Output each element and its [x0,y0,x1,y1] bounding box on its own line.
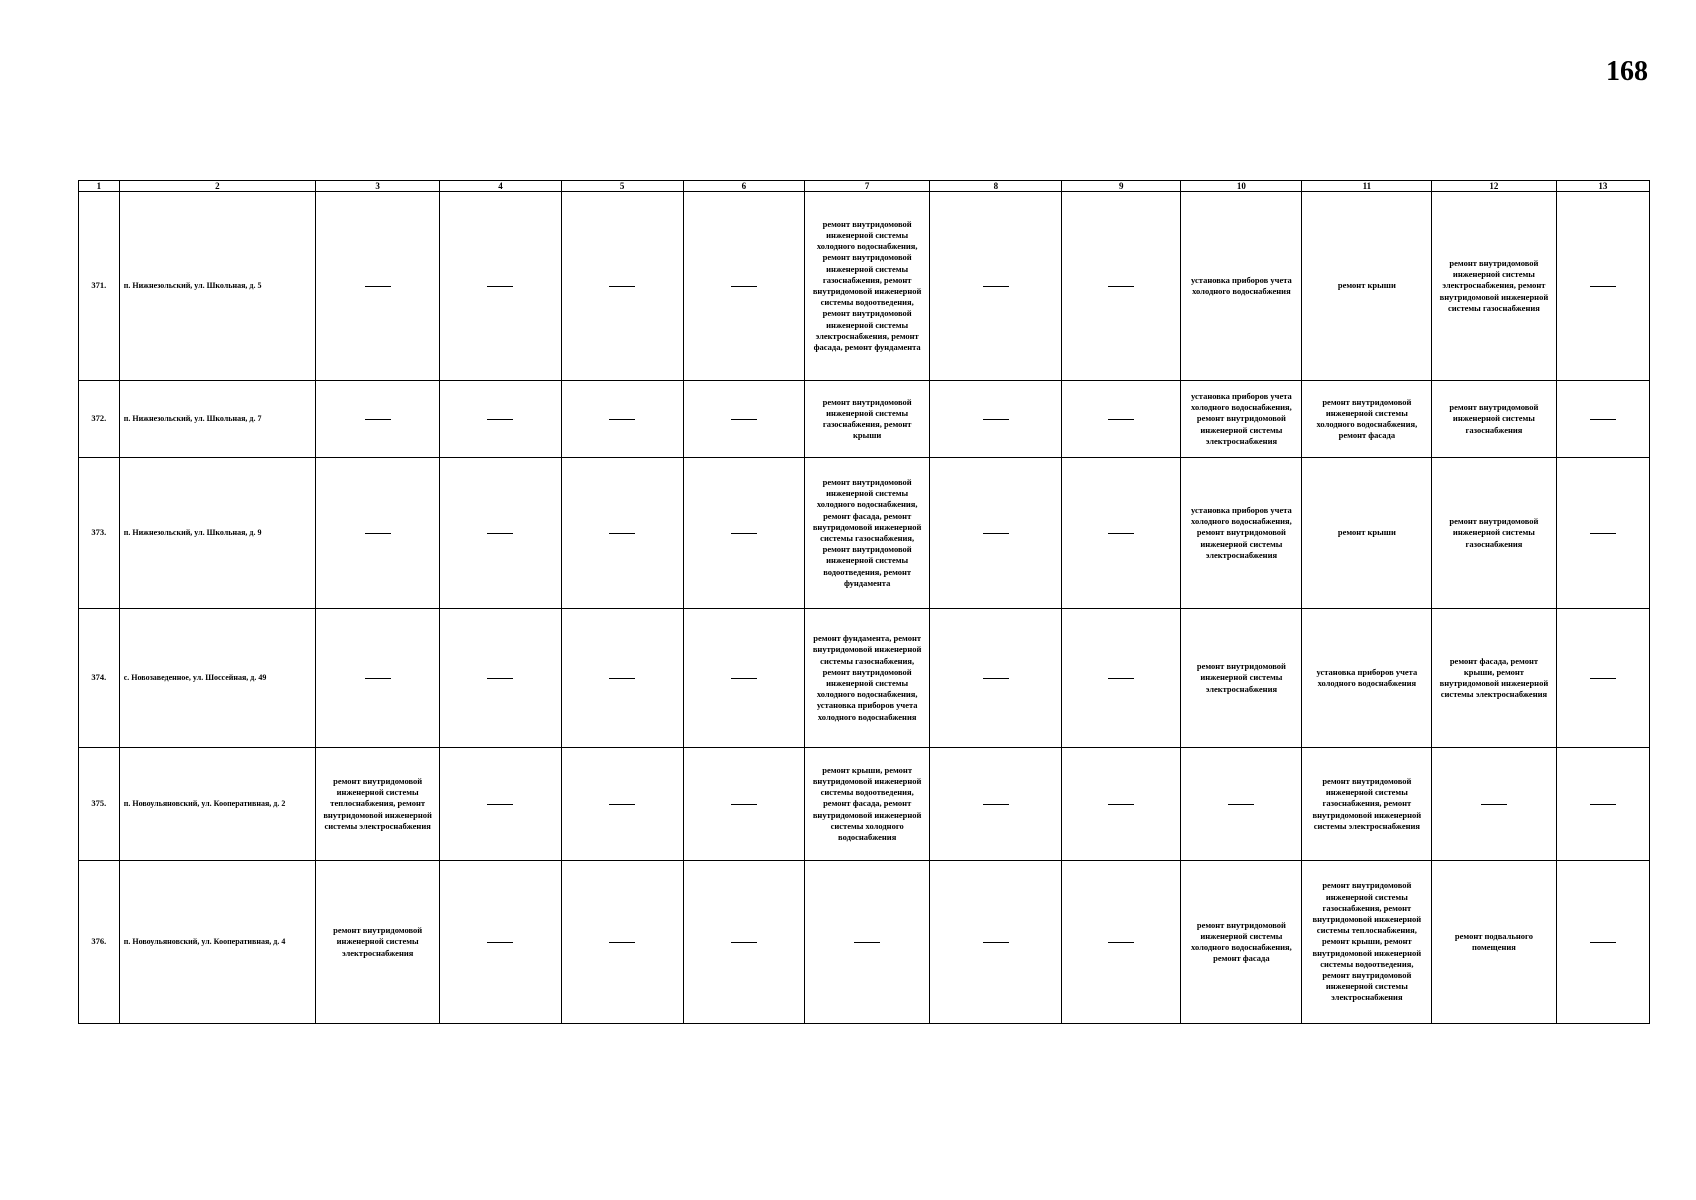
cell-text: ремонт крыши, ремонт внутридомовой инженерной системы водоотведения, ремонт фасада, ремонт внутридомовой инженерной системы холодного водоснабжения [812,764,922,843]
cell-text: ремонт крыши [1337,527,1396,538]
dash-mark [609,804,635,805]
dash-mark [609,286,635,287]
work-cell-10 [1181,861,1302,1024]
dash-mark [731,942,757,943]
work-cell-12 [1432,192,1556,381]
column-number: 9 [1062,181,1181,192]
cell-text: ремонт внутридомовой инженерной системы газоснабжения [1449,402,1539,435]
work-cell-5 [561,861,683,1024]
work-cell-13 [1556,609,1649,748]
work-cell-10 [1181,192,1302,381]
row-number-cell [79,192,120,381]
dash-mark [1590,678,1616,679]
work-cell-9 [1062,192,1181,381]
dash-mark [487,419,513,420]
cell-text: ремонт внутридомовой инженерной системы газоснабжения, ремонт внутридомовой инженерной системы теплоснабжения, ремонт крыши, ремонт внутридомовой инженерной системы водоотведения, ремонт внутридомовой инженерной системы электроснабжения [1312,880,1422,1003]
work-cell-11 [1302,861,1432,1024]
work-cell-12 [1432,609,1556,748]
column-number: 3 [315,181,439,192]
row-number-cell [79,748,120,861]
work-cell-8 [930,381,1062,458]
table-row [79,458,1650,609]
cell-text: ремонт внутридомовой инженерной системы электроснабжения, ремонт внутридомовой инженерной системы газоснабжения [1439,257,1549,313]
cell-text: ремонт внутридомовой инженерной системы холодного водоснабжения, ремонт фасада [1191,919,1292,964]
work-cell-13 [1556,381,1649,458]
work-cell-11 [1302,458,1432,609]
dash-mark [487,286,513,287]
table-row [79,748,1650,861]
work-cell-6 [683,861,804,1024]
work-cell-7 [804,381,929,458]
dash-mark [983,942,1009,943]
work-cell-12 [1432,861,1556,1024]
work-cell-5 [561,609,683,748]
dash-mark [487,942,513,943]
dash-mark [1108,533,1134,534]
page-number: 168 [1606,56,1648,87]
work-cell-9 [1062,861,1181,1024]
address-cell [119,748,315,861]
repair-schedule-table [78,180,1650,1024]
dash-mark [731,678,757,679]
dash-mark [1228,804,1254,805]
work-cell-10 [1181,458,1302,609]
work-cell-7 [804,609,929,748]
cell-text: п. Нижнезольский, ул. Школьная, д. 7 [123,413,262,423]
work-cell-4 [440,861,561,1024]
work-cell-5 [561,748,683,861]
cell-text: п. Нижнезольский, ул. Школьная, д. 9 [123,527,262,537]
work-cell-7 [804,748,929,861]
work-cell-6 [683,192,804,381]
dash-mark [487,804,513,805]
work-cell-8 [930,748,1062,861]
dash-mark [1108,678,1134,679]
work-cell-9 [1062,748,1181,861]
dash-mark [854,942,880,943]
table-row [79,609,1650,748]
work-cell-3 [315,458,439,609]
work-cell-10 [1181,748,1302,861]
work-cell-12 [1432,748,1556,861]
dash-mark [731,419,757,420]
cell-text: 373. [91,527,107,538]
cell-text: ремонт фундамента, ремонт внутридомовой инженерной системы газоснабжения, ремонт внутридомовой инженерной системы холодного водоснабжения, установка приборов учета холодного водоснабжения [812,633,922,722]
table-row [79,861,1650,1024]
row-number-cell [79,609,120,748]
work-cell-9 [1062,609,1181,748]
column-number: 8 [930,181,1062,192]
dash-mark [1108,419,1134,420]
work-cell-3 [315,381,439,458]
dash-mark [609,942,635,943]
work-cell-12 [1432,458,1556,609]
address-cell [119,861,315,1024]
work-cell-12 [1432,381,1556,458]
work-cell-13 [1556,861,1649,1024]
address-cell [119,458,315,609]
cell-text: 371. [91,280,107,291]
work-cell-11 [1302,748,1432,861]
dash-mark [983,419,1009,420]
cell-text: ремонт подвального помещения [1454,930,1533,952]
work-cell-7 [804,861,929,1024]
table-row [79,192,1650,381]
cell-text: с. Новозаведенное, ул. Шоссейная, д. 49 [123,672,267,682]
work-cell-5 [561,381,683,458]
cell-text: установка приборов учета холодного водоснабжения, ремонт внутридомовой инженерной системы электроснабжения [1191,390,1292,446]
cell-text: ремонт внутридомовой инженерной системы газоснабжения, ремонт внутридомовой инженерной системы электроснабжения [1312,775,1422,831]
column-number: 5 [561,181,683,192]
dash-mark [1590,419,1616,420]
cell-text: п. Новоульяновский, ул. Кооперативная, д. 2 [123,798,286,808]
work-cell-11 [1302,609,1432,748]
column-number: 11 [1302,181,1432,192]
cell-text: ремонт внутридомовой инженерной системы газоснабжения, ремонт крыши [822,396,912,441]
work-cell-13 [1556,748,1649,861]
cell-text: п. Нижнезольский, ул. Школьная, д. 5 [123,280,262,290]
cell-text: ремонт фасада, ремонт крыши, ремонт внутридомовой инженерной системы электроснабжения [1439,655,1549,700]
dash-mark [1108,286,1134,287]
cell-text: установка приборов учета холодного водоснабжения, ремонт внутридомовой инженерной системы электроснабжения [1191,504,1292,560]
dash-mark [983,533,1009,534]
column-number: 13 [1556,181,1649,192]
work-cell-13 [1556,458,1649,609]
row-number-cell [79,381,120,458]
dash-mark [609,419,635,420]
work-cell-9 [1062,458,1181,609]
cell-text: установка приборов учета холодного водоснабжения [1191,274,1292,296]
cell-text: ремонт крыши [1337,280,1396,291]
cell-text: ремонт внутридомовой инженерной системы электроснабжения [333,925,423,958]
address-cell [119,609,315,748]
dash-mark [731,286,757,287]
work-cell-3 [315,609,439,748]
address-cell [119,381,315,458]
cell-text: ремонт внутридомовой инженерной системы холодного водоснабжения, ремонт фасада [1316,396,1418,441]
cell-text: ремонт внутридомовой инженерной системы холодного водоснабжения, ремонт фасада, ремонт внутридомовой инженерной системы газоснабжения, ремонт внутридомовой инженерной системы водоотведения, ремонт фундамента [812,476,922,588]
column-number: 7 [804,181,929,192]
work-cell-13 [1556,192,1649,381]
dash-mark [731,533,757,534]
column-number: 4 [440,181,561,192]
work-cell-7 [804,458,929,609]
dash-mark [1590,533,1616,534]
dash-mark [487,678,513,679]
dash-mark [609,678,635,679]
row-number-cell [79,861,120,1024]
work-cell-6 [683,381,804,458]
dash-mark [1590,804,1616,805]
dash-mark [1590,942,1616,943]
dash-mark [983,804,1009,805]
work-cell-10 [1181,381,1302,458]
work-cell-6 [683,748,804,861]
work-cell-11 [1302,381,1432,458]
dash-mark [731,804,757,805]
cell-text: 376. [91,936,107,947]
work-cell-7 [804,192,929,381]
dash-mark [983,286,1009,287]
cell-text: установка приборов учета холодного водоснабжения [1316,666,1418,688]
work-cell-5 [561,458,683,609]
work-cell-4 [440,192,561,381]
work-cell-8 [930,192,1062,381]
dash-mark [1590,286,1616,287]
dash-mark [609,533,635,534]
dash-mark [983,678,1009,679]
work-cell-8 [930,458,1062,609]
work-cell-9 [1062,381,1181,458]
cell-text: ремонт внутридомовой инженерной системы холодного водоснабжения, ремонт внутридомовой инженерной системы газоснабжения, ремонт внутридомовой инженерной системы водоотведения, ремонт внутридомовой инженерной системы электроснабжения, ремонт фасада, ремонт фундамента [812,218,922,353]
cell-text: 375. [91,798,107,809]
work-cell-8 [930,861,1062,1024]
dash-mark [1481,804,1507,805]
cell-text: 372. [91,413,107,424]
work-cell-3 [315,748,439,861]
dash-mark [365,286,391,287]
work-cell-5 [561,192,683,381]
table-row [79,381,1650,458]
work-cell-4 [440,458,561,609]
cell-text: ремонт внутридомовой инженерной системы газоснабжения [1449,516,1539,549]
dash-mark [365,678,391,679]
column-number: 10 [1181,181,1302,192]
column-number: 2 [119,181,315,192]
column-number: 6 [683,181,804,192]
work-cell-10 [1181,609,1302,748]
work-cell-3 [315,861,439,1024]
cell-text: ремонт внутридомовой инженерной системы теплоснабжения, ремонт внутридомовой инженерной системы электроснабжения [323,775,432,831]
address-cell [119,192,315,381]
column-number-row [79,181,1650,192]
work-cell-4 [440,381,561,458]
work-cell-8 [930,609,1062,748]
work-cell-6 [683,458,804,609]
work-cell-11 [1302,192,1432,381]
dash-mark [487,533,513,534]
dash-mark [365,533,391,534]
column-number: 1 [79,181,120,192]
cell-text: ремонт внутридомовой инженерной системы электроснабжения [1196,661,1286,694]
dash-mark [1108,942,1134,943]
work-cell-3 [315,192,439,381]
work-cell-6 [683,609,804,748]
cell-text: п. Новоульяновский, ул. Кооперативная, д. 4 [123,936,286,946]
column-number: 12 [1432,181,1556,192]
dash-mark [365,419,391,420]
row-number-cell [79,458,120,609]
work-cell-4 [440,748,561,861]
cell-text: 374. [91,672,107,683]
work-cell-4 [440,609,561,748]
dash-mark [1108,804,1134,805]
